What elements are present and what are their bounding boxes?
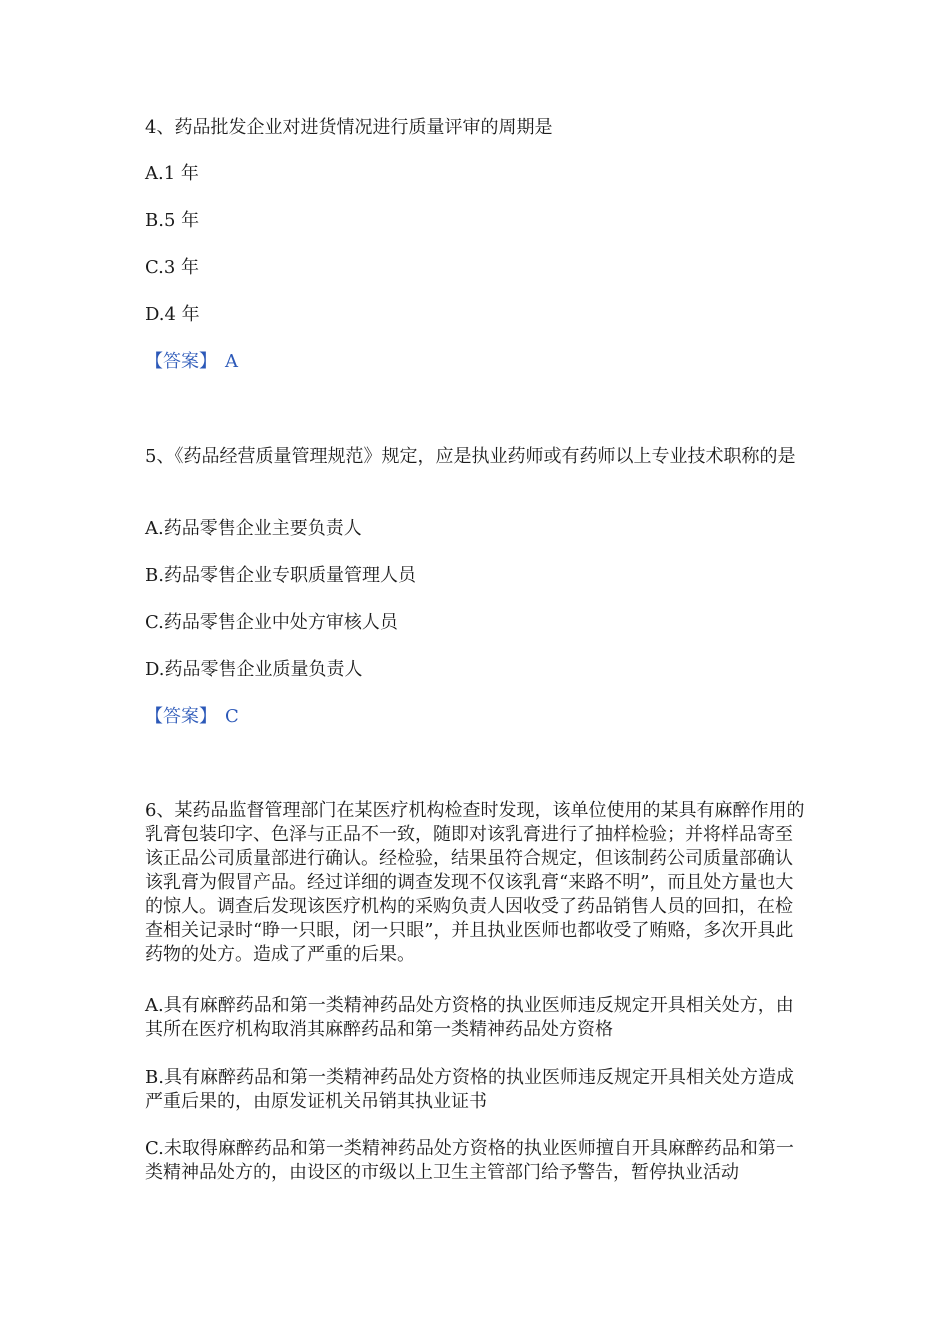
answer-value: A — [225, 351, 238, 372]
question-6 — [145, 799, 810, 967]
question-4-option-a — [145, 162, 810, 186]
question-5-option-b — [145, 564, 810, 588]
question-stem: 4、药品批发企业对进货情况进行质量评审的周期是 — [145, 117, 553, 138]
answer-line — [145, 705, 810, 729]
answer-line — [145, 350, 810, 374]
question-5-option-c — [145, 611, 810, 635]
question-5 — [145, 445, 810, 469]
option-c: C.未取得麻醉药品和第一类精神药品处方资格的执业医师擅自开具麻醉药品和第一类精神品处方的，由设区的市级以上卫生主管部门给予警告，暂停执业活动 — [145, 1138, 794, 1183]
question-stem: 5、《药品经营质量管理规范》规定，应是执业药师或有药师以上专业技术职称的是 — [145, 446, 796, 467]
option-a: A.1 年 — [145, 163, 199, 184]
answer-label: 【答案】 — [145, 706, 217, 727]
option-a: A.具有麻醉药品和第一类精神药品处方资格的执业医师违反规定开具相关处方，由其所在医疗机构取消其麻醉药品和第一类精神药品处方资格 — [145, 995, 794, 1040]
question-6-option-c — [145, 1137, 810, 1185]
question-4-answer — [145, 350, 810, 374]
option-b: B.具有麻醉药品和第一类精神药品处方资格的执业医师违反规定开具相关处方造成严重后果的，由原发证机关吊销其执业证书 — [145, 1067, 794, 1112]
option-c: C.3 年 — [145, 257, 200, 278]
answer-label: 【答案】 — [145, 351, 217, 372]
option-d: D.药品零售企业质量负责人 — [145, 659, 363, 680]
option-b: B.5 年 — [145, 210, 200, 231]
question-6-option-b — [145, 1066, 810, 1114]
answer-value: C — [225, 706, 239, 727]
question-stem: 6、某药品监督管理部门在某医疗机构检查时发现，该单位使用的某具有麻醉作用的乳膏包装印字、色泽与正品不一致，随即对该乳膏进行了抽样检验；并将样品寄至该正品公司质量部进行确认。经检验，结果虽符合规定，但该制药公司质量部确认该乳膏为假冒产品。经过详细的调查发现不仅该乳膏“来路不明”，而且处方量也大的惊人。调查后发现该医疗机构的采购负责人因收受了药品销售人员的回扣，在检查相关记录时“睁一只眼，闭一只眼”，并且执业医师也都收受了贿赂，多次开具此药物的处方。造成了严重的后果。 — [145, 800, 805, 965]
option-b: B.药品零售企业专职质量管理人员 — [145, 565, 416, 586]
question-5-option-a — [145, 517, 810, 541]
question-4-option-d — [145, 303, 810, 327]
question-5-option-d — [145, 658, 810, 682]
question-4-option-b — [145, 209, 810, 233]
option-c: C.药品零售企业中处方审核人员 — [145, 612, 398, 633]
question-4 — [145, 116, 810, 140]
question-6-option-a — [145, 994, 810, 1042]
question-5-answer — [145, 705, 810, 729]
question-4-option-c — [145, 256, 810, 280]
option-d: D.4 年 — [145, 304, 200, 325]
option-a: A.药品零售企业主要负责人 — [145, 518, 362, 539]
